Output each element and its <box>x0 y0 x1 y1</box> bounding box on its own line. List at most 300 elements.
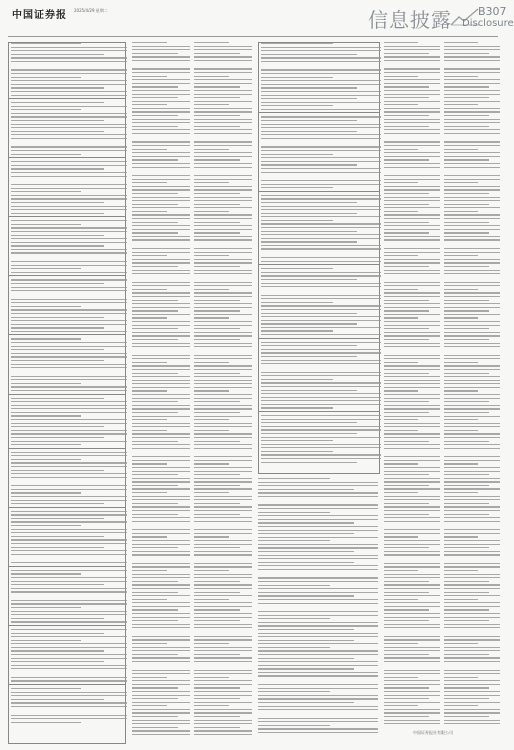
text-line <box>11 168 104 169</box>
text-line <box>384 474 429 475</box>
text-line <box>194 544 252 545</box>
text-line <box>444 365 500 366</box>
text-line <box>384 72 440 73</box>
text-line <box>384 592 429 593</box>
text-line <box>384 416 440 417</box>
text-line <box>11 120 104 121</box>
text-line <box>11 573 81 574</box>
text-line <box>194 602 252 603</box>
text-line <box>258 537 378 538</box>
text-line <box>132 680 190 681</box>
text-line <box>194 90 252 91</box>
text-line <box>444 401 489 402</box>
text-line <box>11 245 104 246</box>
text-line <box>384 328 429 329</box>
text-line <box>444 310 489 311</box>
text-line <box>384 145 440 146</box>
text-line <box>384 101 440 102</box>
text-line <box>384 684 440 685</box>
text-line <box>132 46 190 47</box>
text-line <box>444 463 478 464</box>
text-line <box>194 584 252 585</box>
text-line <box>384 712 440 713</box>
text-line <box>444 581 489 582</box>
text-line <box>11 73 127 74</box>
text-line <box>132 506 190 507</box>
text-line <box>384 627 440 628</box>
text-line <box>11 227 127 228</box>
text-line <box>11 408 127 409</box>
text-line <box>132 282 190 283</box>
text-line <box>261 150 381 151</box>
text-line <box>444 398 500 399</box>
text-line <box>444 252 500 253</box>
text-line <box>444 108 500 109</box>
text-line <box>258 647 330 648</box>
text-line <box>384 355 440 356</box>
text-line <box>261 80 381 81</box>
text-line <box>11 261 127 262</box>
text-line <box>384 335 440 336</box>
text-line <box>132 218 190 219</box>
newspaper-masthead: 中国证券报 <box>12 10 67 21</box>
text-line <box>261 419 381 420</box>
text-line <box>444 613 500 614</box>
text-line <box>384 343 440 344</box>
text-line <box>384 303 440 304</box>
text-line <box>132 339 178 340</box>
text-line <box>444 101 500 102</box>
text-line <box>194 343 252 344</box>
text-line <box>444 42 478 43</box>
text-line <box>194 720 252 721</box>
text-line <box>384 369 440 370</box>
text-line <box>384 197 440 198</box>
text-line <box>11 658 127 659</box>
text-line <box>384 444 440 445</box>
text-line <box>132 448 190 449</box>
text-line <box>194 49 252 50</box>
text-line <box>11 124 127 125</box>
text-line <box>261 407 333 408</box>
text-line <box>132 214 190 215</box>
text-line <box>258 654 378 655</box>
text-line <box>194 654 240 655</box>
text-line <box>258 725 330 726</box>
text-line <box>11 455 127 456</box>
text-line <box>194 536 229 537</box>
text-line <box>194 566 252 567</box>
text-line <box>132 554 190 555</box>
text-line <box>11 165 127 166</box>
text-line <box>194 365 252 366</box>
text-line <box>444 492 478 493</box>
text-line <box>261 124 381 125</box>
text-line <box>261 334 381 335</box>
text-line <box>444 296 500 297</box>
text-line <box>132 156 190 157</box>
text-line <box>261 390 357 391</box>
text-line <box>11 621 127 622</box>
text-line <box>132 544 190 545</box>
text-line <box>132 492 167 493</box>
text-line <box>132 437 190 438</box>
text-line <box>132 255 167 256</box>
text-line <box>384 111 440 112</box>
text-line <box>11 695 127 696</box>
text-line <box>261 379 333 380</box>
text-line <box>194 723 252 724</box>
text-line <box>194 673 252 674</box>
text-line <box>444 193 489 194</box>
text-line <box>444 236 500 237</box>
text-line <box>384 218 440 219</box>
text-line <box>261 462 357 463</box>
text-line <box>444 115 489 116</box>
text-line <box>384 695 440 696</box>
text-line <box>258 695 378 696</box>
text-line <box>261 349 381 350</box>
text-line <box>11 398 104 399</box>
text-line <box>384 716 429 717</box>
text-line <box>11 386 127 387</box>
text-line <box>261 397 381 398</box>
row-divider <box>9 625 125 626</box>
text-line <box>194 285 252 286</box>
text-line <box>444 639 500 640</box>
text-line <box>384 488 440 489</box>
text-line <box>194 419 229 420</box>
text-line <box>444 712 500 713</box>
text-line <box>261 422 357 423</box>
text-line <box>11 654 127 655</box>
text-line <box>11 95 127 96</box>
text-line <box>384 86 429 87</box>
text-line <box>444 270 500 271</box>
text-line <box>11 220 127 221</box>
text-line <box>261 43 333 44</box>
text-line <box>194 517 252 518</box>
text-line <box>132 617 190 618</box>
text-line <box>194 581 240 582</box>
text-line <box>194 225 252 226</box>
text-line <box>194 119 252 120</box>
text-line <box>194 108 252 109</box>
text-line <box>132 514 178 515</box>
text-line <box>384 129 440 130</box>
text-line <box>11 430 127 431</box>
text-line <box>384 398 440 399</box>
text-line <box>132 285 190 286</box>
text-line <box>261 202 357 203</box>
text-line <box>384 680 440 681</box>
text-line <box>194 650 252 651</box>
text-line <box>11 629 127 630</box>
text-line <box>384 510 440 511</box>
text-line <box>261 248 381 249</box>
text-line <box>444 126 489 127</box>
text-line <box>444 485 489 486</box>
text-line <box>384 141 440 142</box>
text-line <box>132 186 190 187</box>
text-line <box>258 562 354 563</box>
text-line <box>444 643 478 644</box>
text-line <box>194 145 252 146</box>
text-line <box>444 540 500 541</box>
text-line <box>132 159 178 160</box>
text-line <box>132 592 178 593</box>
text-line <box>261 146 381 147</box>
text-line <box>384 617 440 618</box>
text-line <box>132 401 178 402</box>
text-line <box>11 650 104 651</box>
text-line <box>384 49 440 50</box>
text-line <box>444 273 500 274</box>
text-line <box>132 328 178 329</box>
text-line <box>444 175 500 176</box>
text-line <box>384 207 440 208</box>
text-line <box>11 80 127 81</box>
text-line <box>261 220 333 221</box>
text-line <box>444 620 489 621</box>
text-line <box>194 163 252 164</box>
text-line <box>194 687 240 688</box>
text-line <box>384 650 440 651</box>
text-line <box>258 595 354 596</box>
text-line <box>11 636 127 637</box>
row-divider <box>9 394 125 395</box>
text-line <box>261 386 381 387</box>
text-line <box>384 485 429 486</box>
text-line <box>444 448 500 449</box>
text-line <box>132 317 167 318</box>
text-line <box>11 317 104 318</box>
column-1-table <box>8 42 126 744</box>
text-line <box>132 695 190 696</box>
text-line <box>384 405 440 406</box>
text-line <box>384 262 440 263</box>
text-line <box>261 372 381 373</box>
text-line <box>194 488 252 489</box>
text-line <box>194 408 252 409</box>
row-divider <box>259 338 379 339</box>
text-line <box>384 204 429 205</box>
text-line <box>384 423 440 424</box>
text-line <box>384 266 429 267</box>
text-line <box>444 584 500 585</box>
row-divider <box>9 98 125 99</box>
text-line <box>132 273 190 274</box>
text-line <box>11 462 127 463</box>
text-line <box>261 356 357 357</box>
text-line <box>261 360 381 361</box>
text-line <box>194 606 252 607</box>
text-line <box>444 460 500 461</box>
text-line <box>261 404 381 405</box>
text-line <box>384 599 418 600</box>
text-line <box>258 675 378 676</box>
text-line <box>11 353 127 354</box>
text-line <box>11 437 104 438</box>
text-line <box>384 624 440 625</box>
text-line <box>11 405 127 406</box>
text-line <box>194 111 252 112</box>
text-line <box>194 189 252 190</box>
text-line <box>258 599 378 600</box>
text-line <box>384 521 440 522</box>
text-line <box>132 303 190 304</box>
text-line <box>258 519 378 520</box>
text-line <box>11 665 127 666</box>
text-line <box>261 330 333 331</box>
text-line <box>258 618 330 619</box>
text-line <box>384 97 429 98</box>
text-line <box>11 550 127 551</box>
text-line <box>384 332 440 333</box>
text-line <box>261 57 381 58</box>
text-line <box>11 718 127 719</box>
text-line <box>384 273 440 274</box>
text-line <box>444 720 500 721</box>
text-line <box>194 141 252 142</box>
text-line <box>258 592 378 593</box>
text-line <box>384 574 440 575</box>
text-line <box>384 133 440 134</box>
text-line <box>194 373 240 374</box>
text-line <box>132 182 167 183</box>
text-line <box>11 191 81 192</box>
text-line <box>384 441 429 442</box>
text-line <box>384 691 440 692</box>
text-line <box>444 677 478 678</box>
text-line <box>258 684 378 685</box>
text-line <box>194 204 240 205</box>
text-line <box>258 588 378 589</box>
text-line <box>11 242 127 243</box>
text-line <box>261 454 381 455</box>
text-line <box>194 335 252 336</box>
text-line <box>194 592 240 593</box>
text-line <box>11 600 127 601</box>
row-divider <box>259 112 379 113</box>
text-line <box>132 111 190 112</box>
text-line <box>444 478 500 479</box>
text-line <box>261 69 381 70</box>
text-line <box>444 207 500 208</box>
text-line <box>444 496 500 497</box>
text-line <box>11 680 127 681</box>
text-line <box>444 255 478 256</box>
text-line <box>384 529 440 530</box>
text-line <box>132 595 190 596</box>
text-line <box>444 647 500 648</box>
text-line <box>132 101 190 102</box>
text-line <box>261 157 381 158</box>
text-line <box>194 657 252 658</box>
text-line <box>194 193 240 194</box>
text-line <box>444 467 500 468</box>
text-line <box>261 131 357 132</box>
text-line <box>444 387 500 388</box>
text-line <box>258 565 378 566</box>
text-line <box>11 109 81 110</box>
text-line <box>444 536 478 537</box>
text-line <box>384 149 418 150</box>
column-6-text <box>444 42 500 732</box>
text-line <box>194 463 229 464</box>
text-line <box>132 152 190 153</box>
text-line <box>258 551 354 552</box>
text-line <box>11 231 127 232</box>
text-line <box>444 684 500 685</box>
text-line <box>194 433 252 434</box>
text-line <box>11 492 81 493</box>
text-line <box>11 543 127 544</box>
text-line <box>194 554 252 555</box>
text-line <box>384 503 429 504</box>
text-line <box>11 603 127 604</box>
text-line <box>132 712 190 713</box>
text-line <box>444 179 500 180</box>
text-line <box>132 536 167 537</box>
text-line <box>444 222 489 223</box>
text-line <box>132 179 190 180</box>
text-line <box>132 68 190 69</box>
text-line <box>132 730 190 731</box>
text-line <box>444 259 500 260</box>
text-line <box>444 521 500 522</box>
text-line <box>132 620 178 621</box>
text-line <box>384 56 440 57</box>
text-line <box>11 106 127 107</box>
text-line <box>384 122 440 123</box>
text-line <box>444 577 500 578</box>
text-line <box>132 365 190 366</box>
text-line <box>132 167 190 168</box>
text-line <box>384 499 440 500</box>
text-line <box>194 647 252 648</box>
text-line <box>132 76 167 77</box>
text-line <box>384 186 440 187</box>
text-line <box>258 485 378 486</box>
text-line <box>384 321 440 322</box>
text-line <box>11 614 127 615</box>
text-line <box>132 405 190 406</box>
text-line <box>261 393 381 394</box>
text-line <box>132 510 190 511</box>
text-line <box>384 492 418 493</box>
text-line <box>11 521 127 522</box>
text-line <box>132 149 167 150</box>
text-line <box>194 499 252 500</box>
text-line <box>11 532 127 533</box>
text-line <box>444 90 500 91</box>
text-line <box>261 447 381 448</box>
text-line <box>258 643 378 644</box>
text-line <box>444 533 500 534</box>
text-line <box>194 547 240 548</box>
text-line <box>194 42 229 43</box>
text-line <box>261 206 381 207</box>
text-line <box>444 695 500 696</box>
text-line <box>194 310 240 311</box>
text-line <box>11 290 127 291</box>
text-line <box>444 433 500 434</box>
text-line <box>261 320 381 321</box>
text-line <box>384 643 418 644</box>
text-line <box>258 540 330 541</box>
text-line <box>11 50 127 51</box>
